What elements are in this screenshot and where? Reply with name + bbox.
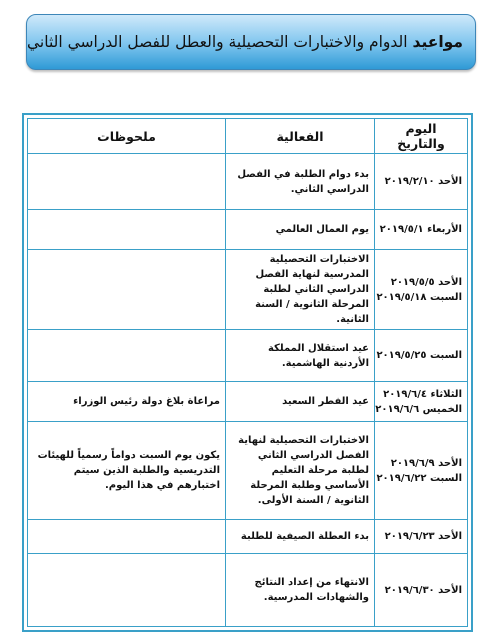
date-cell: [375, 554, 468, 627]
date-line: الخميس ٢٠١٩/٦/٦: [375, 403, 462, 415]
column-header-date: اليوم والتاريخ: [375, 119, 468, 154]
activity-cell: عيد الفطر السعيد: [226, 382, 375, 422]
table-row: [28, 154, 468, 210]
activity-cell: يوم العمال العالمي: [226, 210, 375, 250]
activity-cell: بدء العطلة الصيفية للطلبة: [226, 520, 375, 554]
date-cell: [375, 382, 468, 422]
date-line: السبت ٢٠١٩/٥/١٨: [376, 291, 462, 303]
date-line: الأربعاء ٢٠١٩/٥/١: [379, 224, 462, 235]
date-cell: [375, 520, 468, 554]
note-cell: [28, 210, 226, 250]
note-cell: مراعاة بلاغ دولة رئيس الوزراء: [28, 382, 226, 422]
page-title-rest: الدوام والاختبارات التحصيلية والعطل للفصل الدراسي الثاني: [26, 33, 413, 51]
date-cell: [375, 422, 468, 520]
date-cell: [375, 154, 468, 210]
table-row: [28, 250, 468, 330]
table-row: [28, 330, 468, 382]
note-cell: يكون يوم السبت دواماً رسمياً للهيئات التدريسية والطلبة الذين سيتم اختبارهم في هذا اليوم.: [28, 422, 226, 520]
table-header-row: [28, 119, 468, 154]
date-line: الأحد ٢٠١٩/٢/١٠: [384, 176, 462, 187]
note-cell: [28, 520, 226, 554]
title-banner: [26, 14, 476, 70]
note-cell: [28, 330, 226, 382]
schedule-frame: [22, 113, 473, 632]
date-cell: [375, 330, 468, 382]
page-title: [27, 33, 463, 51]
activity-cell: عيد استقلال المملكة الأردنية الهاشمية.: [226, 330, 375, 382]
table-row: [28, 422, 468, 520]
column-header-activity: الفعالية: [226, 119, 375, 154]
schedule-table: [27, 118, 468, 627]
note-cell: [28, 154, 226, 210]
activity-cell: بدء دوام الطلبة في الفصل الدراسي الثاني.: [226, 154, 375, 210]
activity-cell: الاختبارات التحصيلية المدرسية لنهاية الفصل الدراسي الثاني لطلبة المرحلة الثانوية / السنة الثانية.: [226, 250, 375, 330]
date-line: الأحد ٢٠١٩/٦/٩: [390, 457, 462, 469]
column-header-notes: ملحوظات: [28, 119, 226, 154]
table-row: [28, 382, 468, 422]
date-cell: [375, 210, 468, 250]
date-line: السبت ٢٠١٩/٥/٢٥: [376, 350, 462, 361]
note-cell: [28, 554, 226, 627]
date-line: الأحد ٢٠١٩/٦/٢٣: [384, 531, 462, 542]
page-title-bold: مواعيد: [412, 33, 463, 51]
activity-cell: الانتهاء من إعداد النتائج والشهادات المدرسية.: [226, 554, 375, 627]
date-line: الأحد ٢٠١٩/٥/٥: [390, 276, 462, 288]
activity-cell: الاختبارات التحصيلية لنهاية الفصل الدراسي الثاني لطلبة مرحلة التعليم الأساسي وطلبة المرحلة الثانوية / السنة الأولى.: [226, 422, 375, 520]
date-line: السبت ٢٠١٩/٦/٢٢: [376, 472, 462, 484]
date-line: الأحد ٢٠١٩/٦/٣٠: [384, 584, 462, 596]
table-row: [28, 520, 468, 554]
table-row: [28, 210, 468, 250]
note-cell: [28, 250, 226, 330]
date-line: الثلاثاء ٢٠١٩/٦/٤: [383, 388, 462, 400]
date-cell: [375, 250, 468, 330]
table-row: [28, 554, 468, 627]
